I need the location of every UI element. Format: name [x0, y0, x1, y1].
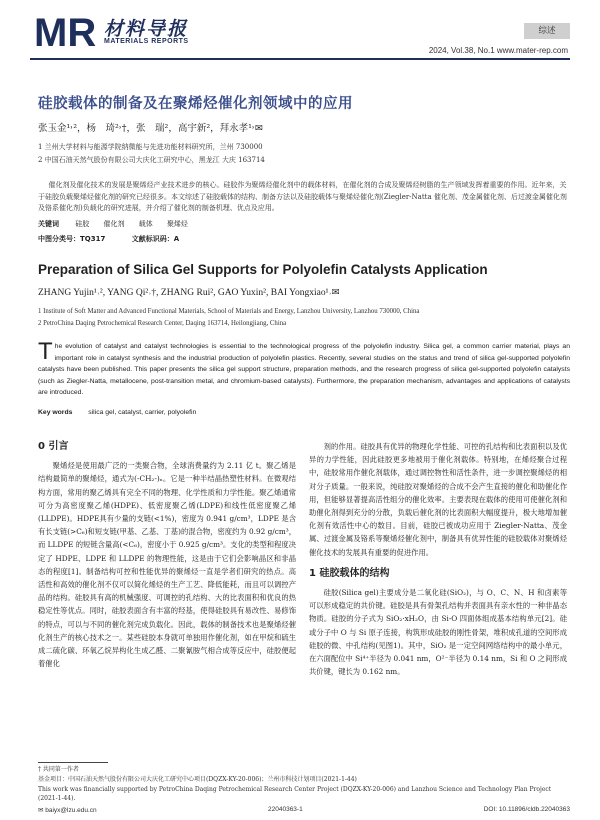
body-paragraph: 硅胶(Silica gel)主要成分是二氧化硅(SiO₂)，与 O、C、N、H 和卤素等可以形成稳定的共价键。硅胶是具有骨架孔结构并表面具有亲水性的一种非晶态物质。硅胶的分子式为 SiO₂·xH₂O，由 Si-O 四面体组成基本结构单元[2]。硅或分子中 O 与 Si 原子连接，构筑形成硅胶的刚性骨架，堆积成孔道的空间形成硅胶的微、中孔结构(见图1)。其中，SiO₂ 是一定空间网络结构中的最小单元，在六面配位中 Si⁴⁺半径为 0.041 nm，O²⁻半径为 0.14 nm，Si 和 O 之间形成共价键，键长为 0.162 nm。 — [309, 588, 567, 677]
keyword-cn: 催化剂 — [103, 220, 125, 228]
corresponding-email: ✉ baiyx@lzu.edu.cn — [38, 807, 97, 814]
keywords-cn — [38, 219, 200, 229]
abstract-en — [38, 338, 570, 399]
class-number: 中图分类号：TQ317 — [38, 235, 106, 243]
footnote: † 共同第一作者 — [38, 766, 79, 773]
body-paragraph: 剂的作用。硅胶具有优异的物理化学性能、可控的孔结构和比表面积以及优异的力学性能，因此硅胶更多地被用于催化剂载体。特别地，在烯烃聚合过程中，硅胶常用作催化剂载体，通过调控物性和活性条件，进一步调控聚烯烃的相对分子质量。一般来说，纯硅胶对聚烯烃的合成不会产生直接的催化和助催化作用，但能够显著提高活性组分的催化效率。主要表现在载体的使用可使催化剂和助催化剂得到充分的分散，负载后催化剂的比表面积大幅度提升，极大地增加催化剂有效活性中心的数目。目前，硅胶已被成功应用于 Ziegler-Natta、茂金属、过渡金属及铬系等聚烯烃催化剂中，制备具有优异性能的硅胶载体对聚烯烃催化技术的发展具有重要的促进作用。 — [309, 442, 567, 557]
journal-name-en: MATERIALS REPORTS — [104, 38, 189, 45]
classification-line — [38, 234, 203, 244]
article-type-tag: 综述 — [524, 23, 570, 39]
affiliation-en: 1 Institute of Soft Matter and Advanced Functional Materials, School of Materials and Energy, Lanzhou University, Lanzhou 730000, China — [38, 308, 420, 315]
section-heading: 1 硅胶载体的结构 — [309, 567, 390, 579]
section-heading: 0 引言 — [38, 441, 69, 452]
doi: DOI: 10.11896/cldb.22040363 — [483, 806, 570, 813]
affiliation-cn: 2 中国石油天然气股份有限公司大庆化工研究中心，黑龙江 大庆 163714 — [38, 156, 265, 164]
keywords-label-en: Key words — [38, 409, 73, 416]
keywords-label-cn: 关键词 — [38, 220, 59, 228]
affiliation-cn: 1 兰州大学材料与能源学院纳微能与先进功能材料研究所，兰州 730000 — [38, 143, 263, 151]
document-code: 文献标识码：A — [131, 235, 180, 243]
body-column-right — [309, 440, 567, 678]
abstract-cn: 催化剂及催化技术的发展是聚烯烃产业技术进步的核心。硅胶作为聚烯烃催化剂中的载体材料，在催化剂的合成及聚烯烃树脂的生产领域发挥着重要的作用。近年来，关于硅胶负载聚烯烃催化剂的研究已经很多。本文综述了硅胶载体的结构、制备方法以及硅胶载体与聚烯烃催化剂(Ziegler-Natta 催化剂、茂金属催化剂、后过渡金属催化剂及铬系催化剂)负载化的研究进展，并介绍了催化剂的制备机理、优点及应用。 — [38, 181, 567, 212]
keyword-cn: 硅胶 — [75, 220, 90, 228]
footnote: This work was financially supported by PetroChina Daqing Petrochemical Research Center Project (DQZX-KY-20-006) and Lanzhou Science and Technology Plan Project (2021-1-44). — [38, 786, 552, 802]
journal-name-cn: 材料导报 — [104, 18, 189, 40]
paper-title-cn: 硅胶载体的制备及在聚烯烃催化剂领域中的应用 — [38, 96, 353, 112]
body-column-left — [38, 440, 296, 670]
page-code: 22040363-1 — [268, 806, 303, 813]
abstract-en-text: he evolution of catalyst and catalyst technologies is essential to the technological progress of the polyolefin industry. Silica gel, a common carrier material, plays an important role in catalyst synthesis and the industrial production of polyolefin plastics. Recently, several studies on the status and trend of silica gel-supported polyolefin catalysts have been published. This paper presents the silica gel support structure, preparation methods, and the research progress of silica gel-supported polyolefin catalysts (such as Ziegler-Natta, metallocene, post-transition metal, and chromium-based catalysts). Furthermore, the preparation mechanism, advantages and applications of catalysts are introduced. — [38, 343, 570, 397]
page-footer — [38, 806, 570, 814]
journal-logo-icon — [34, 8, 104, 52]
keyword-list-en: silica gel, catalyst, carrier, polyolefin — [88, 409, 197, 416]
journal-volume-info: 2024, Vol.38, No.1 www.mater-rep.com — [428, 46, 568, 55]
affiliation-en: 2 PetroChina Daqing Petrochemical Research Center, Daqing 163714, Heilongjiang, China — [38, 320, 287, 327]
footnote-rule — [38, 762, 108, 763]
keyword-cn: 聚烯烃 — [166, 220, 188, 228]
keyword-cn: 载体 — [138, 220, 153, 228]
journal-header — [0, 0, 600, 60]
authors-en: ZHANG Yujin¹˒², YANG Qi²˒†, ZHANG Rui², GAO Yuxin², BAI Yongxiao¹˒✉ — [38, 288, 340, 298]
logo-letters: MR — [34, 11, 97, 52]
paper-title-en: Preparation of Silica Gel Supports for Polyolefin Catalysts Application — [38, 262, 488, 277]
header-rule — [30, 58, 570, 60]
authors-cn: 张玉金¹˒²，杨 琦²˒†，张 瑞²，高宇新²，拜永孝¹˒✉ — [38, 123, 263, 134]
keywords-en — [38, 409, 196, 416]
body-paragraph: 聚烯烃是使用最广泛的一类聚合物，全球消费量约为 2.11 亿 t。聚乙烯是结构最简单的聚烯烃，通式为(-CH₂-)ₙ。它是一种半结晶热塑性材料。在微观结构方面，常用的聚乙烯具有完全不同的物理、化学性质和力学性能。聚乙烯通常可分为高密度聚乙烯(HDPE)、低密度聚乙烯(LDPE)和线性低密度聚乙烯(LLDPE)。HDPE具有少量的支链(<1%)，密度为 0.941 g/cm³，LDPE 是含有长支链(>C₆)和短支链(甲基、乙基、丁基)的混合物，密度约为 0.92 g/cm³，而 LLDPE 的短链含量高(<C₆)，密度小于 0.925 g/cm³。支化的类型和程度决定了 HDPE、LDPE 和 LLDPE 的物理性能，这是由于它们会影响晶区和非晶态的程度[1]。制备结构可控和性能优异的聚烯烃一直是学者们研究的热点。高活性和高效的催化剂不仅可以简化烯烃的生产工艺、降低能耗，而且可以调控产品的结构。硅胶具有高的机械强度、可调控的孔结构、大的比表面积和优良的热稳定性等优点。同时，硅胶表面含有丰富的羟基，使得硅胶具有易改性、易修饰的特点，可以与不同的催化剂完成负载化。因此，载体的制备技术也是聚烯烃催化剂生产的核心技术之一。某些硅胶本身就可单独用作催化剂，如在甲烷和硫生成二硫化碳、环氧乙烷异构化生成乙醛、二聚氰胺气相合成等反应中，硅胶便起着催化 — [38, 461, 296, 669]
abstract-dropcap: T — [38, 338, 53, 365]
footnote: 基金项目：中国石油天然气股份有限公司大庆化工研究中心项目(DQZX-KY-20-006)；兰州市科技计划项目(2021-1-44) — [38, 776, 357, 783]
